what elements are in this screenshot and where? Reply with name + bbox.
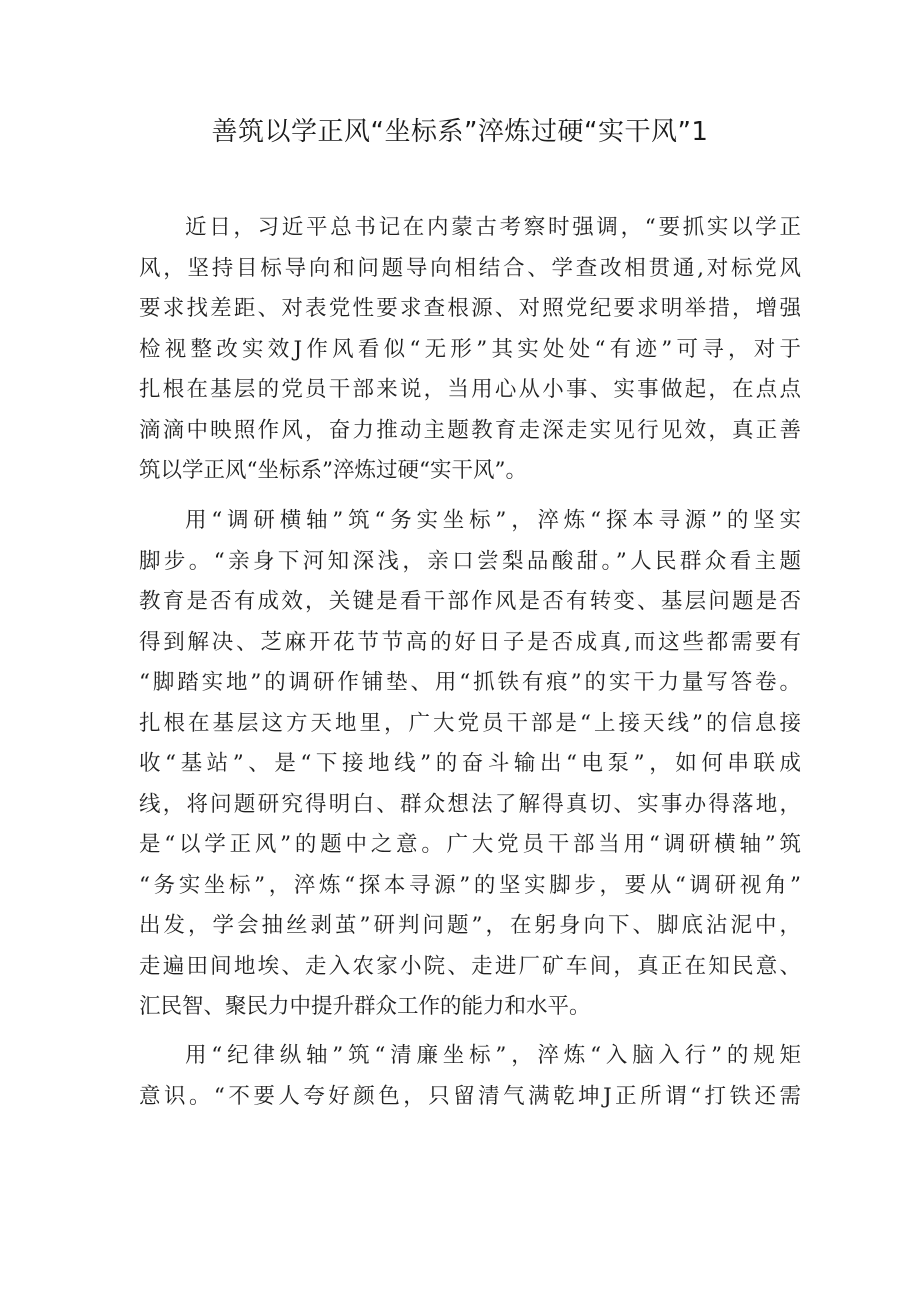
text-line: 要求找差距、对表党性要求查根源、对照党纪要求明举措，增强	[139, 296, 801, 321]
paragraph-1	[139, 208, 801, 492]
text-line: 线，将问题研究得明白、群众想法了解得真切、实事办得落地，	[139, 791, 801, 817]
text-line: 教育是否有成效，关键是看干部作风是否有转变、基层问题是否	[139, 589, 801, 614]
text-line: 检视整改实效J作风看似“无形”其实处处“有迹”可寻，对于	[139, 336, 801, 362]
text-line: 近日，习近平总书记在内蒙古考察时强调，“要抓实以学正	[185, 215, 801, 240]
text-line: 意识。“不要人夸好颜色，只留清气满乾坤J正所谓“打铁还需	[139, 1083, 801, 1109]
text-line: 筑以学正风“坐标系”淬炼过硬“实干风”。	[139, 458, 527, 483]
text-line: 走遍田间地埃、走入农家小院、走进厂矿车间，真正在知民意、	[139, 953, 801, 979]
text-line: 用“纪律纵轴”筑“清廉坐标”，淬炼“入脑入行”的规矩	[185, 1043, 801, 1068]
paragraph-3	[139, 1036, 801, 1117]
text-line: 得到解决、芝麻开花节节高的好日子是否成真,而这些都需要有	[139, 629, 801, 655]
text-line: 汇民智、聚民力中提升群众工作的能力和水平。	[139, 994, 591, 1019]
text-line: 用“调研横轴”筑“务实坐标”，淬炼“探本寻源”的坚实	[185, 508, 801, 533]
paragraph-2	[139, 501, 801, 1028]
text-line: 扎根在基层这方天地里，广大党员干部是“上接天线”的信息接	[139, 710, 801, 736]
document-title: 善筑以学正风“坐标系”淬炼过硬“实干风”1	[211, 117, 709, 147]
text-line: 滴滴中映照作风，奋力推动主题教育走深走实见行见效，真正善	[139, 417, 801, 443]
text-line: “脚踏实地”的调研作铺垫、用“抓铁有痕”的实干力量写答卷。	[139, 670, 801, 695]
text-line: “务实坐标”，淬炼“探本寻源”的坚实脚步，要从“调研视角”	[139, 872, 801, 898]
text-line: 脚步。“亲身下河知深浅，亲口尝梨品酸甜。”人民群众看主题	[139, 548, 801, 574]
text-line: 是“以学正风”的题中之意。广大党员干部当用“调研横轴”筑	[139, 832, 801, 857]
text-line: 扎根在基层的党员干部来说，当用心从小事、实事做起，在点点	[139, 377, 801, 402]
text-line: 风，坚持目标导向和问题导向相结合、学查改相贯通,对标党风	[139, 255, 801, 281]
text-line: 出发，学会抽丝剥茧”研判问题”，在躬身向下、脚底沾泥中，	[139, 913, 801, 938]
text-line: 收“基站”、是“下接地线”的奋斗输出“电泵”，如何串联成	[139, 751, 801, 776]
